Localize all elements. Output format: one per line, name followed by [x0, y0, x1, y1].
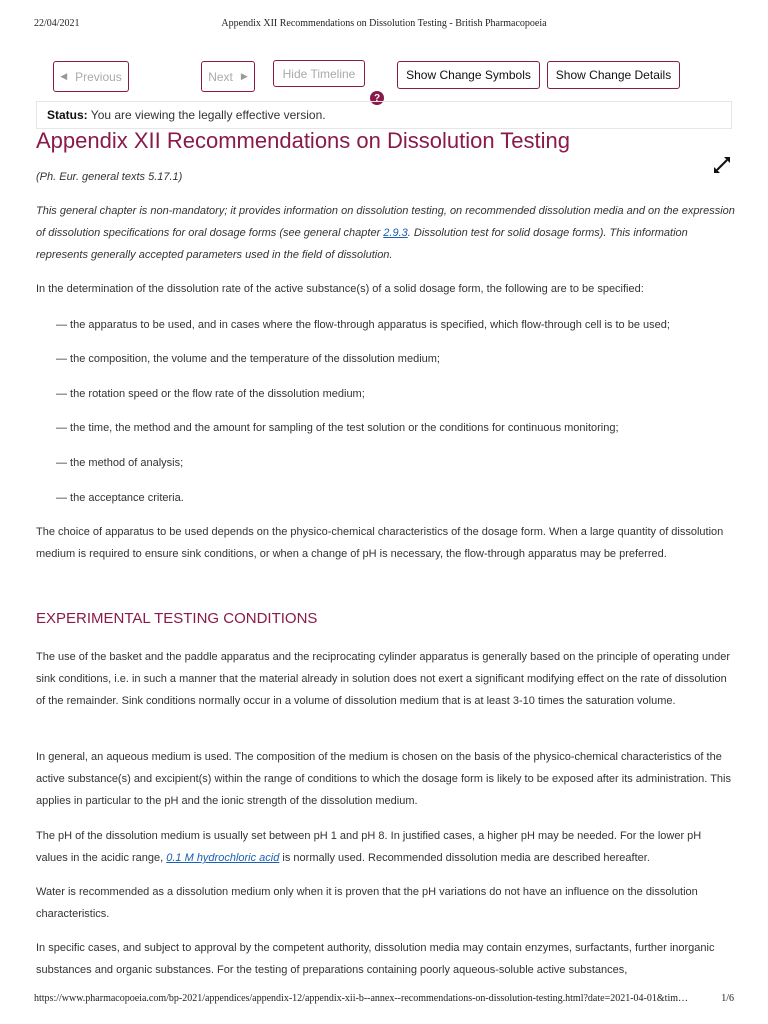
ph-eur-reference: (Ph. Eur. general texts 5.17.1)	[36, 171, 183, 183]
section-heading: EXPERIMENTAL TESTING CONDITIONS	[36, 610, 318, 627]
print-url: https://www.pharmacopoeia.com/bp-2021/appendices/appendix-12/appendix-xii-b--annex--recommendations-on-dissolution-testing.html?date=2021-04-01&tim…	[34, 993, 688, 1004]
spec-item: — the apparatus to be used, and in cases where the flow-through apparatus is specified, which flow-through cell is to be used;	[56, 319, 670, 331]
determination-intro: In the determination of the dissolution rate of the active substance(s) of a solid dosage form, the following are to be specified:	[36, 283, 644, 295]
status-text: You are viewing the legally effective version.	[90, 108, 326, 122]
spec-item: — the time, the method and the amount for sampling of the test solution or the conditions for continuous monitoring;	[56, 422, 619, 434]
ph-text-1: The pH of the dissolution medium is usually set between pH 1 and pH 8. In justified cases, a higher pH may be needed. For the lower pH values in the acidic range,	[36, 830, 702, 864]
water-paragraph: Water is recommended as a dissolution medium only when it is proven that the pH variations do not have an influence on the dissolution characteristics.	[36, 886, 698, 920]
spec-item: — the composition, the volume and the temperature of the dissolution medium;	[56, 353, 440, 365]
previous-label: Previous	[75, 69, 122, 84]
spec-item: — the rotation speed or the flow rate of the dissolution medium;	[56, 388, 365, 400]
chapter-link[interactable]: 2.9.3	[383, 227, 408, 239]
triangle-left-icon: ◀	[60, 71, 68, 81]
hydrochloric-acid-link[interactable]: 0.1 M hydrochloric acid	[166, 852, 280, 864]
spec-item: — the acceptance criteria.	[56, 492, 184, 504]
next-label: Next	[208, 69, 233, 84]
triangle-right-icon: ▶	[240, 71, 248, 81]
aqueous-paragraph: In general, an aqueous medium is used. The composition of the medium is chosen on the basis of the physico-chemical characteristics of the active substance(s) and excipient(s) within the range of conditions to which the dosage form is likely to be exposed after its administration. This applies in particular to the pH and the ionic strength of the dissolution medium.	[36, 751, 731, 807]
previous-button[interactable]	[53, 61, 129, 92]
ph-paragraph	[36, 825, 736, 869]
hide-timeline-button[interactable]: Hide Timeline	[273, 60, 365, 87]
status-bar	[36, 101, 732, 129]
spec-item: — the method of analysis;	[56, 457, 184, 469]
status-label: Status:	[47, 108, 88, 122]
print-title: Appendix XII Recommendations on Dissolution Testing - British Pharmacopoeia	[221, 18, 547, 29]
next-button[interactable]	[201, 61, 255, 92]
help-icon[interactable]: ?	[370, 91, 384, 105]
show-change-symbols-button[interactable]: Show Change Symbols	[397, 61, 540, 89]
intro-paragraph	[36, 200, 736, 266]
specific-paragraph: In specific cases, and subject to approval by the competent authority, dissolution media may contain enzymes, surfactants, further inorganic substances and organic substances. For the testing of preparations containing poorly aqueous-soluble active substances,	[36, 942, 715, 976]
page-number: 1/6	[721, 993, 734, 1004]
basket-paragraph: The use of the basket and the paddle apparatus and the reciprocating cylinder apparatus is generally based on the principle of operating under sink conditions, i.e. in such a manner that the material already in solution does not exert a significant modifying effect on the rate of dissolution of the remainder. Sink conditions normally occur in a volume of dissolution medium that is at least 3-10 times the saturation volume.	[36, 651, 731, 707]
page-title: Appendix XII Recommendations on Dissolution Testing	[36, 128, 571, 153]
intro-text-2: . Dissolution test for solid dosage forms). This information represents generally accepted parameters used in the field of dissolution.	[36, 227, 688, 261]
print-date: 22/04/2021	[34, 18, 80, 29]
choice-paragraph: The choice of apparatus to be used depends on the physico-chemical characteristics of the dosage form. When a large quantity of dissolution medium is required to ensure sink conditions, or when a change of pH is necessary, the flow-through apparatus may be preferred.	[36, 526, 724, 560]
ph-text-2: is normally used. Recommended dissolution media are described hereafter.	[279, 852, 650, 864]
intro-text-1: This general chapter is non-mandatory; it provides information on dissolution testing, on recommended dissolution media and on the expression of dissolution specifications for oral dosage forms (see general chapter	[36, 205, 735, 239]
show-change-details-button[interactable]: Show Change Details	[547, 61, 680, 89]
